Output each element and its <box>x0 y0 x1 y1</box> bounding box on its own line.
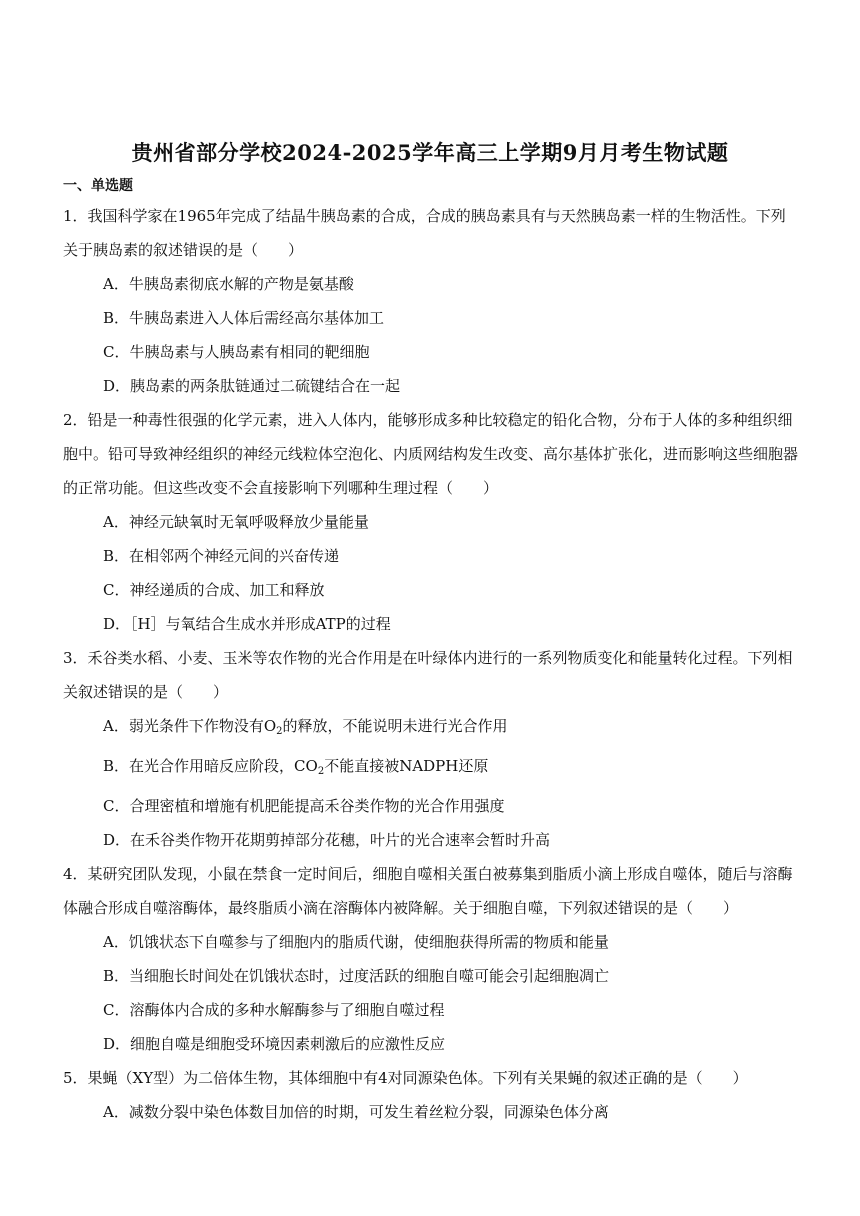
option: D．在禾谷类作物开花期剪掉部分花穗，叶片的光合速率会暂时升高 <box>103 831 551 849</box>
question-stem: 1．我国科学家在1965年完成了结晶牛胰岛素的合成，合成的胰岛素具有与天然胰岛素一样的生物活性。下列关于胰岛素的叙述错误的是（ ） <box>63 207 786 259</box>
option: A．神经元缺氧时无氧呼吸释放少量能量 <box>103 513 369 531</box>
option: C．神经递质的合成、加工和释放 <box>103 581 325 599</box>
document-title: 贵州省部分学校2024-2025学年高三上学期9月月考生物试题 <box>131 140 729 165</box>
option: D．胰岛素的两条肽链通过二硫键结合在一起 <box>103 377 401 395</box>
option-text: A．弱光条件下作物没有O <box>103 717 277 735</box>
option: A．牛胰岛素彻底水解的产物是氨基酸 <box>103 275 354 293</box>
question-stem: 3．禾谷类水稻、小麦、玉米等农作物的光合作用是在叶绿体内进行的一系列物质变化和能量转化过程。下列相关叙述错误的是（ ） <box>63 649 793 701</box>
section-heading: 一、单选题 <box>63 178 133 194</box>
subscript: 2 <box>317 766 325 777</box>
option <box>103 749 798 789</box>
option: D．［H］与氧结合生成水并形成ATP的过程 <box>103 615 391 633</box>
option-text: B．在光合作用暗反应阶段，CO <box>103 757 318 775</box>
question-stem: 4．某研究团队发现，小鼠在禁食一定时间后，细胞自噬相关蛋白被募集到脂质小滴上形成自噬体，随后与溶酶体融合形成自噬溶酶体，最终脂质小滴在溶酶体内被降解。关于细胞自噬，下列叙述错误的是（ ） <box>63 865 793 917</box>
option: D．细胞自噬是细胞受环境因素刺激后的应激性反应 <box>103 1035 446 1053</box>
option <box>103 709 798 749</box>
option: C．牛胰岛素与人胰岛素有相同的靶细胞 <box>103 343 370 361</box>
option: C．溶酶体内合成的多种水解酶参与了细胞自噬过程 <box>103 1001 445 1019</box>
option: B．牛胰岛素进入人体后需经高尔基体加工 <box>103 309 385 327</box>
option-text: 不能直接被NADPH还原 <box>324 757 489 775</box>
option: C．合理密植和增施有机肥能提高禾谷类作物的光合作用强度 <box>103 797 505 815</box>
option: A．饥饿状态下自噬参与了细胞内的脂质代谢，使细胞获得所需的物质和能量 <box>103 933 609 951</box>
option-text: 的释放，不能说明未进行光合作用 <box>282 717 508 735</box>
subscript: 2 <box>276 726 283 737</box>
option: A．减数分裂中染色体数目加倍的时期，可发生着丝粒分裂，同源染色体分离 <box>103 1103 609 1121</box>
option: B．当细胞长时间处在饥饿状态时，过度活跃的细胞自噬可能会引起细胞凋亡 <box>103 967 610 985</box>
question-stem: 5．果蝇（XY型）为二倍体生物，其体细胞中有4对同源染色体。下列有关果蝇的叙述正确的是（ ） <box>63 1069 748 1087</box>
question-stem: 2．铅是一种毒性很强的化学元素，进入人体内，能够形成多种比较稳定的铅化合物，分布于人体的多种组织细胞中。铅可导致神经组织的神经元线粒体空泡化、内质网结构发生改变、高尔基体扩张化，进而影响这些细胞器的正常功能。但这些改变不会直接影响下列哪种生理过程（ ） <box>63 411 799 497</box>
question-list <box>63 199 798 1129</box>
option: B．在相邻两个神经元间的兴奋传递 <box>103 547 340 565</box>
